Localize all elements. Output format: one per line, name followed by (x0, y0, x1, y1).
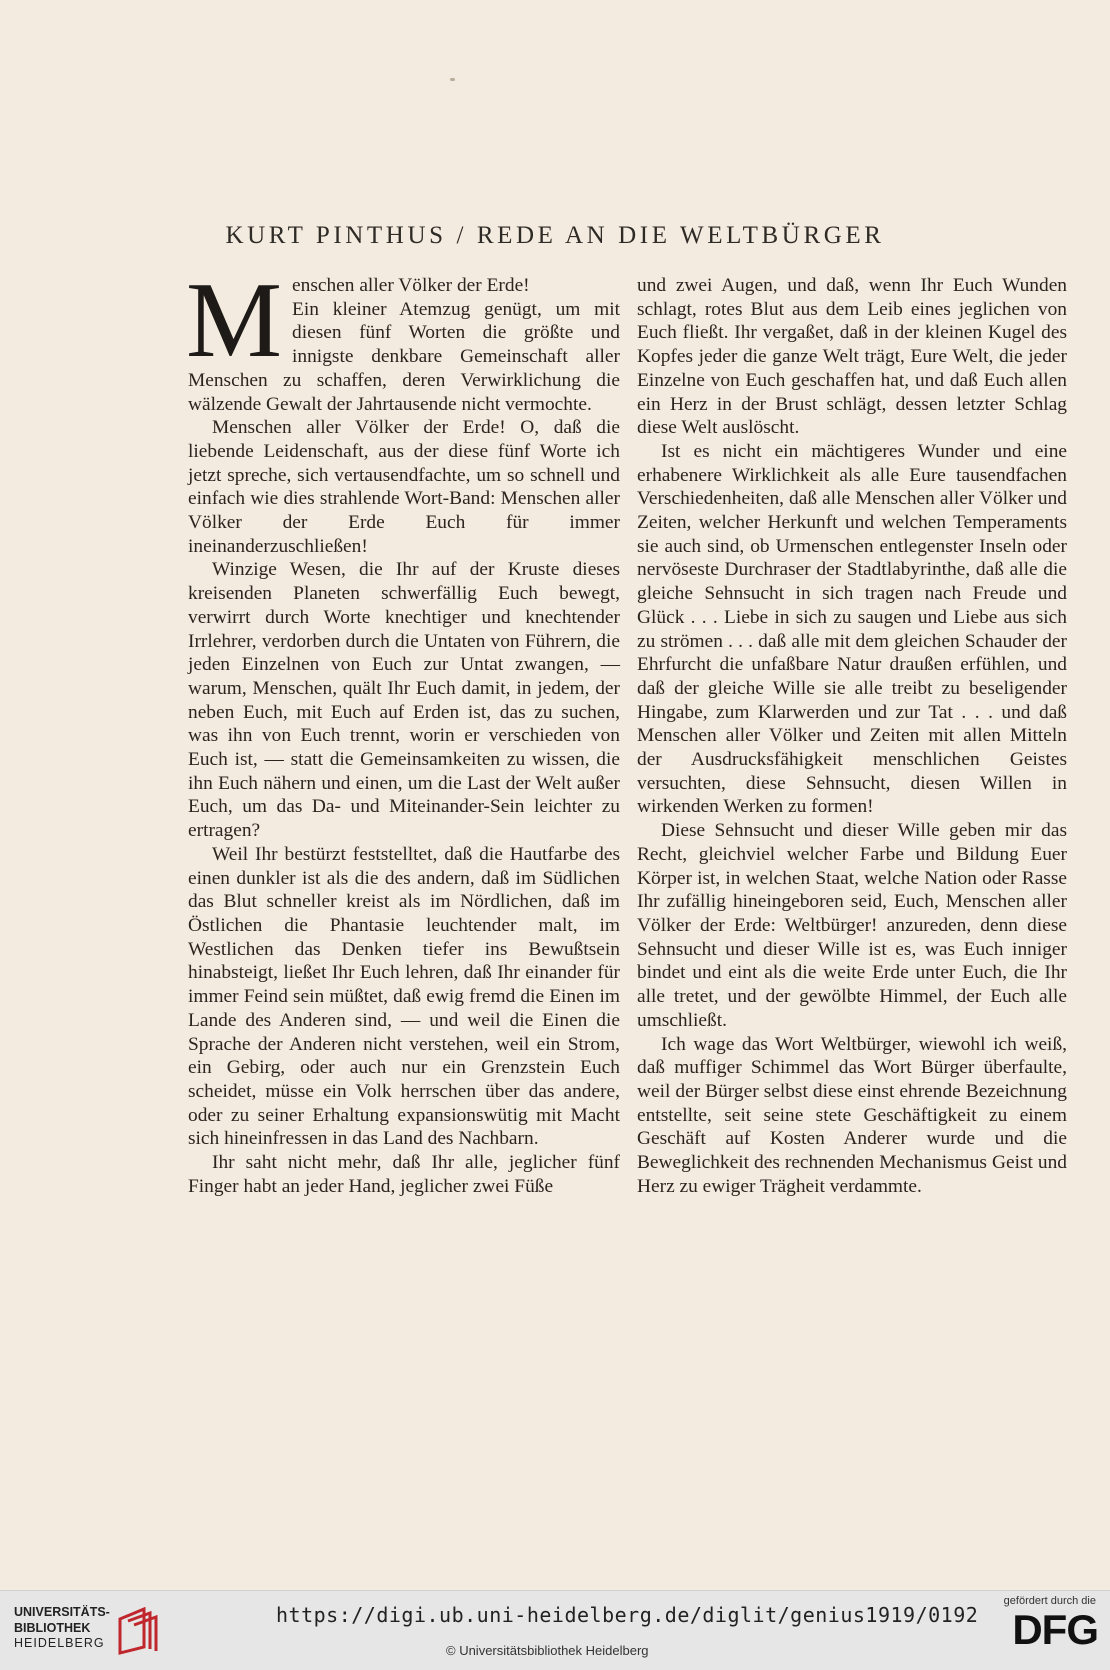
copyright-notice: © Universitätsbibliothek Heidelberg (446, 1643, 649, 1658)
article-title: KURT PINTHUS / REDE AN DIE WELTBÜRGER (225, 222, 885, 249)
dfg-logo[interactable] (980, 1595, 1098, 1665)
library-name (14, 1605, 110, 1652)
paragraph: Winzige Wesen, die Ihr auf der Kruste dieses kreisenden Planeten schwerfällig Euch bewegt, verwirrt durch Worte knechtiger und knechtender Irrlehrer, verdorben durch die Untaten von Führern, die jeden Einzelnen von Euch zur Untat zwangen, — warum, Menschen, quält Ihr Euch damit, in jedem, der neben Euch, mit Euch auf Erden ist, das zu suchen, was ihn von Euch trennt, worin er verschieden von Euch ist, — statt die Gemeinsamkeiten zu wissen, die ihn Euch nähern und einen, um die Last der Welt außer Euch, um das Da- und Miteinander-Sein leichter zu ertragen? (188, 559, 620, 842)
library-logo[interactable] (14, 1601, 164, 1661)
left-column (186, 261, 620, 1198)
paragraph (186, 261, 620, 416)
document-url-link[interactable]: https://digi.ub.uni-heidelberg.de/diglit/genius1919/0192 (276, 1603, 979, 1627)
viewer-footer (0, 1590, 1110, 1670)
paragraph: Menschen aller Völker der Erde! O, daß die liebende Leidenschaft, aus der diese fünf Worte ich jetzt spreche, sich vertausendfachte, um so schnell und einfach wie dies strahlende Wort-Band: Menschen aller Völker der Erde Euch für immer ineinanderzuschließen! (188, 417, 620, 557)
paragraph: und zwei Augen, und daß, wenn Ihr Euch Wunden schlagt, rotes Blut aus dem Leib eines jeglichen von Euch fließt. Ihr vergaßet, daß in der kleinen Kugel des Kopfes jeder die ganze Welt trägt, Eure Welt, die jeder Einzelne von Euch geschaffen hat, und daß Euch allen ein Herz in der Brust schlägt, dessen letzter Schlag diese Welt auslöscht. (637, 275, 1067, 439)
library-emblem-icon (114, 1607, 158, 1655)
paragraph: Diese Sehnsucht und dieser Wille geben mir das Recht, gleichviel welcher Farbe und Bildung Euer Körper ist, in welchen Staat, welche Nation oder Rasse Ihr zufällig hineingeboren seid, Euch, Menschen aller Völker der Erde: Weltbürger! anzureden, denn diese Sehnsucht und dieser Wille ist es, was Euch inniger bindet und eint als die weite Erde unter Euch, die Ihr alle tretet, und der gewölbte Himmel, der Euch alle umschließt. (637, 820, 1067, 1031)
paragraph-text: enschen aller Völker der Erde! Ein kleiner Atemzug genügt, um mit diesen fünf Worten die größte und innigste denkbare Gemeinschaft aller Menschen zu schaffen, deren Verwirklichung die wälzende Gewalt der Jahrtausende nicht vermochte. (188, 275, 620, 415)
paper-speck (450, 78, 455, 81)
drop-cap: M (186, 261, 283, 380)
library-name-line: BIBLIOTHEK (14, 1620, 91, 1635)
paragraph: Weil Ihr bestürzt feststelltet, daß die Hautfarbe des einen dunkler ist als die des andern, daß im Südlichen das Blut schneller kreist als im Nördlichen, daß im Östlichen die Phantasie leuchtender malt, im Westlichen das Denken tiefer ins Bewußtsein hinabsteigt, ließet Ihr Euch lehren, daß Ihr einander für immer Feind sein müßtet, daß ewig fremd die Einen im Lande des Anderen sind, — und weil die Einen die Sprache der Anderen nicht verstehen, weil ein Strom, ein Gebirg, oder auch nur ein Grenzstein Euch scheidet, müsse ein Volk herrschen über das andere, oder zu seiner Erhaltung expansionswütig mit Macht sich hineinfressen in das Land des Nachbarn. (188, 843, 620, 1150)
paragraph: Ihr saht nicht mehr, daß Ihr alle, jeglicher fünf Finger habt an jeder Hand, jeglicher zwei Füße (188, 1152, 620, 1197)
right-column (637, 274, 1067, 1198)
library-name-line: HEIDELBERG (14, 1636, 105, 1650)
dfg-logo-text: DFG (1012, 1606, 1098, 1653)
paragraph: Ist es nicht ein mächtigeres Wunder und eine erhabenere Wirklichkeit als alle Eure tausendfachen Verschiedenheiten, daß alle Menschen aller Völker und Zeiten, welcher Herkunft und welchen Temperaments sie auch sind, ob Urmenschen entlegenster Inseln oder nervöseste Durchraser der Stadtlabyrinthe, daß alle die gleiche Sehnsucht in sich tragen nach Freude und Glück . . . Liebe in sich zu saugen und Liebe aus sich zu strömen . . . daß alle mit dem gleichen Schauder der Ehrfurcht die unfaßbare Natur draußen erfühlen, und daß der gleiche Wille sie alle treibt zu beseligender Hingabe, zum Klarwerden und zur Tat . . . und daß Menschen aller Völker und Zeiten mit allen Mitteln der Ausdrucksfähigkeit menschlichen Geistes versuchten, diese Sehnsucht, diesen Willen in wirkenden Werken zu formen! (637, 440, 1067, 818)
library-name-line: UNIVERSITÄTS- (14, 1605, 110, 1619)
funder-label: gefördert durch die (1003, 1595, 1096, 1607)
paragraph: Ich wage das Wort Weltbürger, wiewohl ich weiß, daß muffiger Schimmel das Wort Bürger überfaulte, weil der Bürger selbst diese einst ehrende Bezeichnung entstellte, seit seine stete Geschäftigkeit zu einem Geschäft auf Kosten Anderer wurde und die Beweglichkeit des rechnenden Mechanismus Geist und Herz zu ewiger Trägheit verdammte. (637, 1033, 1067, 1197)
